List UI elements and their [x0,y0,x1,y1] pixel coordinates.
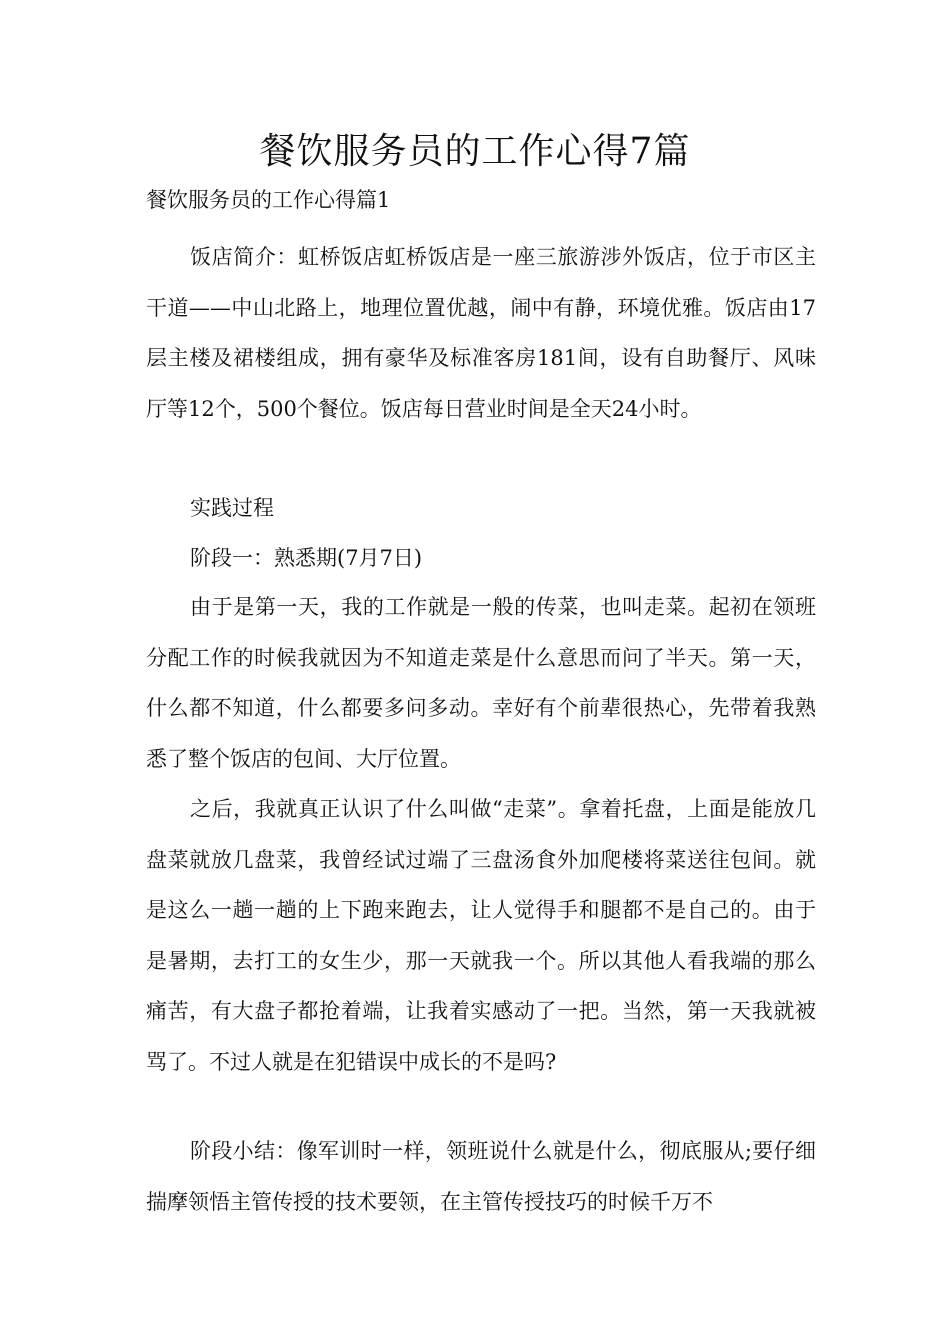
document-title: 餐饮服务员的工作心得7篇 [259,131,691,172]
paragraph-first-day: 由于是第一天，我的工作就是一般的传菜，也叫走菜。起初在领班分配工作的时候我就因为不知道走菜是什么意思而问了半天。第一天，什么都不知道，什么都要多问多动。幸好有个前辈很热心，先带着我熟悉了整个饭店的包间、大厅位置。 [146,595,816,771]
paragraph-practice-process: 实践过程 [190,496,274,520]
paragraph-stage-one: 阶段一：熟悉期(7月7日) [190,546,423,570]
paragraph-serving-dishes: 之后，我就真正认识了什么叫做“走菜”。拿着托盘，上面是能放几盘菜就放几盘菜，我曾经试过端了三盘汤食外加爬楼将菜送往包间。就是这么一趟一趟的上下跑来跑去，让人觉得手和腿都不是自己的。由于是暑期，去打工的女生少，那一天就我一个。所以其他人看我端的那么痛苦，有大盘子都抢着端，让我着实感动了一把。当然，第一天我就被骂了。不过人就是在犯错误中成长的不是吗? [146,797,816,1074]
section-heading: 餐饮服务员的工作心得篇1 [146,188,391,212]
paragraph-hotel-intro: 饭店简介：虹桥饭店虹桥饭店是一座三旅游涉外饭店，位于市区主干道——中山北路上，地理位置优越，闹中有静，环境优雅。饭店由17层主楼及裙楼组成，拥有豪华及标准客房181间，设有自助餐厅、风味厅等12个，500个餐位。饭店每日营业时间是全天24小时。 [146,245,816,421]
paragraph-stage-summary: 阶段小结：像军训时一样，领班说什么就是什么，彻底服从;要仔细揣摩领悟主管传授的技术要领，在主管传授技巧的时候千万不 [146,1139,816,1214]
